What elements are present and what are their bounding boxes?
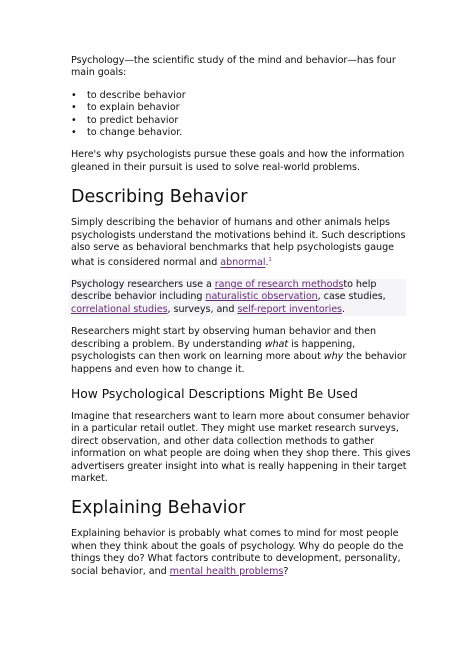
link-naturalistic-observation[interactable]: naturalistic observation <box>205 291 318 303</box>
goals-list <box>71 90 411 140</box>
heading-descriptions-used: How Psychological Descriptions Might Be Used <box>71 386 358 401</box>
descriptions-used-paragraph: Imagine that researchers want to learn more about consumer behavior in a particular retail outlet. They might use market research surveys, direct observation, and other data collection methods to gather information on what people are doing when they shop there. This gives advertisers greater insight into what is really happening in their target market. <box>71 410 411 484</box>
link-correlational-studies[interactable]: correlational studies <box>71 303 168 315</box>
citation-1[interactable]: 1 <box>268 257 272 264</box>
article-page <box>71 55 411 578</box>
link-abnormal[interactable]: abnormal <box>220 257 266 269</box>
heading-describing-behavior: Describing Behavior <box>71 187 248 208</box>
link-self-report-inventories[interactable]: self-report inventories <box>237 303 342 315</box>
intro-followup: Here's why psychologists pursue these goals and how the information gleaned in their pursuit is used to solve real-world problems. <box>71 149 405 173</box>
explaining-paragraph: Explaining behavior is probably what comes to mind for most people when they think about the goals of psychology. Why do people do the things they do? What factors contribute to development, personality, social behavior, and mental health problems? <box>71 528 404 577</box>
link-mental-health-problems[interactable]: mental health problems <box>169 565 284 577</box>
link-range-of-research-methods[interactable]: range of research methods <box>214 279 344 291</box>
heading-explaining-behavior: Explaining Behavior <box>71 498 246 519</box>
list-item: • to explain behavior <box>71 102 411 114</box>
list-item: • to change behavior. <box>71 127 411 139</box>
research-methods-block <box>69 279 406 316</box>
list-item: • to predict behavior <box>71 115 411 127</box>
describing-paragraph-2: Psychology researchers use a range of research methodsto help describe behavior including naturalistic observation, case studies, correlational studies, surveys, and self-report inventories. <box>71 279 386 315</box>
describing-paragraph-1: Simply describing the behavior of humans and other animals helps psychologists understand the motivations behind it. Such descriptions also serve as behavioral benchmarks that help psychologists gauge what is considered normal and abnormal.$^1$ <box>71 217 406 269</box>
list-item: • to describe behavior <box>71 90 411 102</box>
intro-paragraph: Psychology—the scientific study of the mind and behavior—has four main goals: <box>71 55 396 79</box>
describing-paragraph-3: Researchers might start by observing human behavior and then describing a problem. By understanding what is happening, psychologists can then work on learning more about why the behavior happens and even how to change it. <box>71 326 407 375</box>
